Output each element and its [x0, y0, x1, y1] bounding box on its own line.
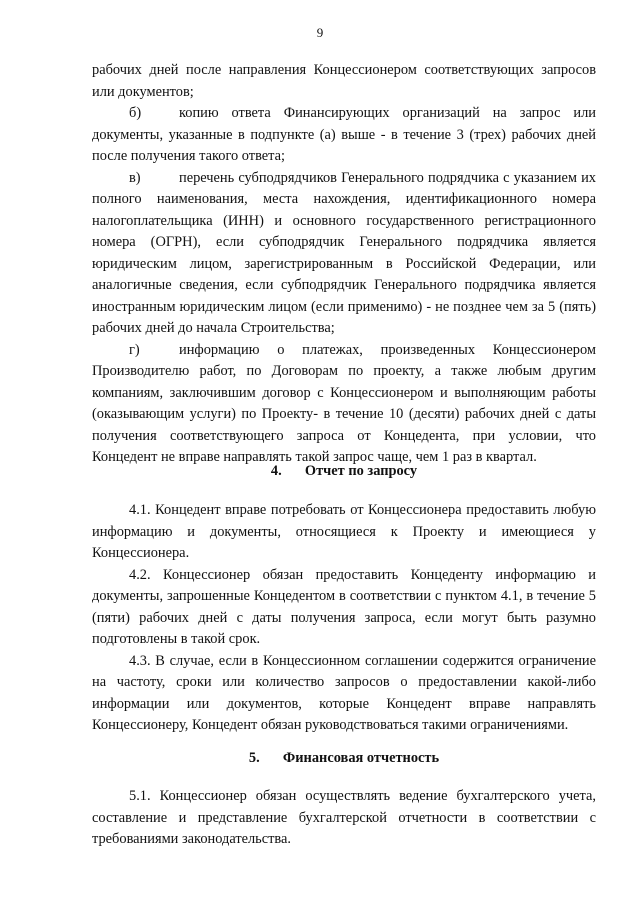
list-marker-v: в) [129, 169, 141, 186]
list-marker-g: г) [129, 341, 140, 358]
list-item-g [92, 340, 596, 469]
section-5-number: 5. [248, 750, 260, 766]
section-5-body [92, 786, 596, 851]
section-4-number: 4. [270, 463, 282, 479]
paragraph-4-2: 4.2. Концессионер обязан предоставить Концеденту информацию и документы, запрошенные Концедентом в соответствии с пунктом 4.1, в течение 5 (пяти) рабочих дней с даты получения запроса, если могут быть разумно подготовлены в такой срок. [92, 566, 596, 647]
list-item-v [92, 168, 596, 340]
section-5-title: Финансовая отчетность [282, 750, 440, 766]
paragraph-continuation: рабочих дней после направления Концессионером соответствующих запросов или документов; [92, 62, 596, 100]
list-text-b: копию ответа Финансирующих организаций на запрос или документы, указанные в подпункте (а) выше - в течение 3 (трех) рабочих дней после получения такого ответа; [92, 105, 596, 164]
section-5-heading [92, 748, 596, 770]
paragraph-4-3: 4.3. В случае, если в Концессионном соглашении содержится ограничение на частоту, сроки или количество запросов о предоставлении какой-либо информации или документов, которые Концедент вправе направлять Концессионеру, Концедент обязан руководствоваться такими ограничениями. [92, 652, 596, 733]
section-4-body [92, 500, 596, 737]
section-4-title: Отчет по запросу [304, 463, 418, 479]
list-text-g: информацию о платежах, произведенных Концессионером Производителю работ, по Договорам по проекту, а также любым другим компаниям, заключившим договор с Концессионером и выполняющим работы (оказывающим услуги) по Проекту- в течение 10 (десяти) рабочих дней с даты получения соответствующего запроса от Концедента, при условии, что Концедент не вправе направлять такой запрос чаще, чем 1 раз в квартал. [92, 341, 596, 465]
paragraph-4-1: 4.1. Концедент вправе потребовать от Концессионера предоставить любую информацию и документы, относящиеся к Проекту и имеющиеся у Концессионера. [92, 502, 596, 561]
list-marker-b: б) [129, 105, 142, 121]
list-continuation [92, 60, 596, 469]
paragraph-5-1: 5.1. Концессионер обязан осуществлять ведение бухгалтерского учета, составление и представление бухгалтерской отчетности в соответствии с требованиями законодательства. [92, 788, 596, 847]
list-text-v: перечень субподрядчиков Генерального подрядчика с указанием их полного наименования, места нахождения, идентификационного номера налогоплательщика (ИНН) и основного государственного регистрационного номера (ОГРН), если субподрядчик Генерального подрядчика является юридическим лицом, зарегистрированным в Российской Федерации, или аналогичные сведения, если субподрядчик Генерального подрядчика является иностранным юридическим лицом (если применимо) - не позднее чем за 5 (пять) рабочих дней до начала Строительства; [92, 169, 596, 336]
section-4-heading [92, 461, 596, 483]
list-item-b [92, 103, 596, 168]
page-number: 9 [316, 25, 324, 40]
